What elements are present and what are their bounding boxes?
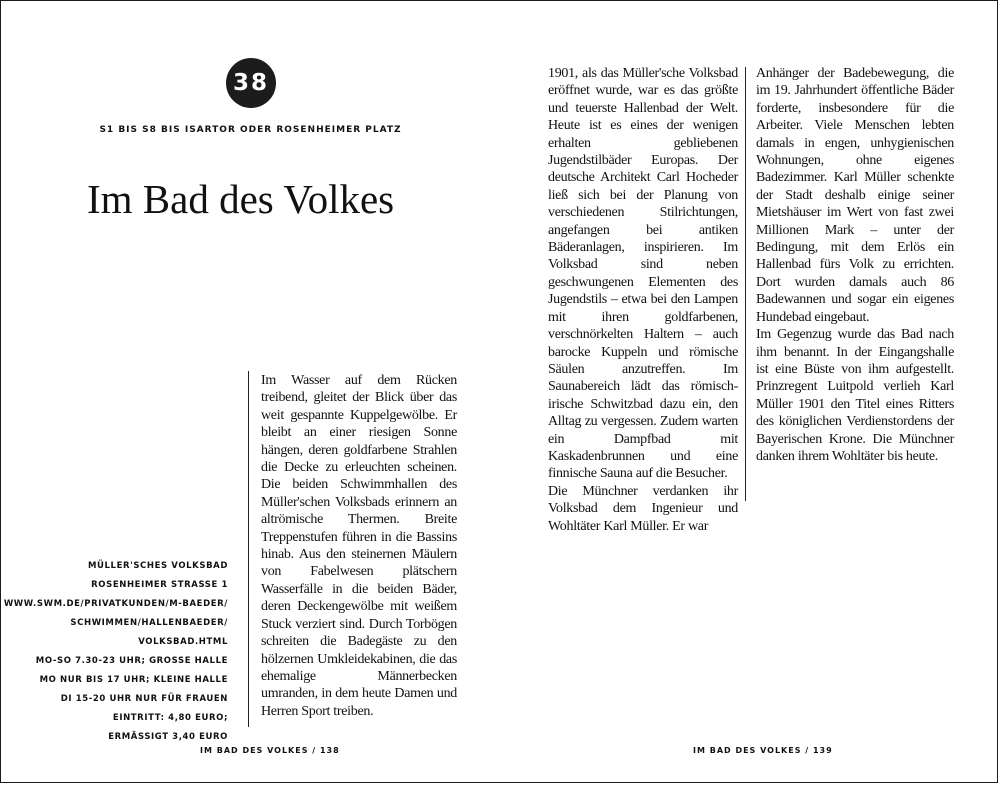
transit-directions: S1 BIS S8 BIS ISARTOR ODER ROSENHEIMER PLATZ bbox=[99, 125, 402, 135]
info-line: SCHWIMMEN/HALLENBAEDER/ bbox=[70, 618, 228, 628]
right-page bbox=[500, 1, 999, 782]
body-paragraph: Anhänger der Badebewegung, die im 19. Jahrhundert öffentliche Bäder forderte, insbesondere für die Arbeiter. Viele Menschen lebten damals in engen, unhygienischen Wohnungen, ohne eigenes Badezimmer. Karl Müller schenkte der Stadt deshalb einige seiner Mietshäuser im Wert von fast zwei Millionen Mark – unter der Bedingung, mit dem Erlös ein Hallenbad fürs Volk zu errichten. Dort wurden damals auch 86 Badewannen und sogar ein eigenes Hundebad eingebaut. bbox=[756, 66, 954, 325]
body-text-column-1 bbox=[548, 65, 738, 535]
info-line: MO NUR BIS 17 UHR; KLEINE HALLE bbox=[39, 675, 228, 685]
body-paragraph: Im Gegenzug wurde das Bad nach ihm benannt. In der Eingangshalle ist eine Büste von ihm aufgestellt. Prinzregent Luitpold verlieh Karl Müller 1901 den Titel eines Ritters des königlichen Verdienstordens der Bayerischen Krone. Die Münchner danken ihrem Wohltäter bis heute. bbox=[756, 327, 954, 464]
info-line: MÜLLER'SCHES VOLKSBAD bbox=[87, 561, 228, 571]
info-line: VOLKSBAD.HTML bbox=[138, 637, 228, 647]
chapter-number-badge: 38 bbox=[226, 58, 276, 108]
body-paragraph: Im Wasser auf dem Rücken treibend, gleitet der Blick über das weit gespannte Kuppelgewölbe. Er bleibt an einer riesigen Sonne hängen, deren goldfarbene Strahlen die Decke zu erleuchten scheinen. Die beiden Schwimmhallen des Müller'schen Volksbads erinnern an altrömische Thermen. Breite Treppenstufen führen in die Bassins hinab. Aus den steinernen Mäulern von Fabelwesen plätschern Wasserfälle in die beiden Bäder, deren Deckengewölbe mit weißem Stuck verziert sind. Durch Torbögen schreiten die Badegäste zu den hölzernen Umkleidekabinen, die das ehemalige Männerbecken umranden, in dem heute Damen und Herren Sport treiben. bbox=[261, 373, 457, 719]
info-line: DI 15-20 UHR NUR FÜR FRAUEN bbox=[60, 694, 228, 704]
chapter-title: Im Bad des Volkes bbox=[87, 176, 395, 222]
info-line: MO-SO 7.30-23 UHR; GROSSE HALLE bbox=[35, 656, 228, 666]
body-paragraph: 1901, als das Müller'sche Volksbad eröffnet wurde, war es das größte und teuerste Hallenbad der Welt. Heute ist es eines der wenigen erhalten gebliebenen Jugendstilbäder Europas. Der deutsche Architekt Carl Hocheder ließ sich bei der Planung von verschiedenen Stilrichtungen, angefangen bei antiken Bäderanlagen, inspirieren. Im Volksbad sind neben geschwungenen Elementen des Jugendstils – etwa bei den Lampen mit ihren goldfarbenen, verschnörkelten Haltern – auch barocke Kuppeln und römische Säulen anzutreffen. Im Saunabereich lädt das römisch-irische Schwitzbad dazu ein, den Alltag zu vergessen. Zudem warten ein Dampfbad mit Kaskadenbrunnen und eine finnische Sauna auf die Besucher. bbox=[548, 66, 738, 482]
info-line: WWW.SWM.DE/PRIVATKUNDEN/M-BAEDER/ bbox=[3, 599, 228, 609]
left-page bbox=[1, 1, 500, 782]
info-line: ROSENHEIMER STRASSE 1 bbox=[91, 580, 228, 590]
info-line: EINTRITT: 4,80 EURO; bbox=[112, 713, 228, 723]
body-text-column bbox=[261, 372, 457, 720]
column-divider bbox=[745, 67, 746, 501]
column-divider bbox=[248, 371, 249, 727]
page-footer: IM BAD DES VOLKES / 139 bbox=[693, 746, 833, 755]
body-text-column-2 bbox=[756, 65, 954, 465]
venue-info-block bbox=[4, 557, 228, 747]
page-footer: IM BAD DES VOLKES / 138 bbox=[200, 746, 340, 755]
body-paragraph: Die Münchner verdanken ihr Volksbad dem Ingenieur und Wohltäter Karl Müller. Er war bbox=[548, 483, 738, 534]
info-line: ERMÄSSIGT 3,40 EURO bbox=[108, 732, 228, 742]
